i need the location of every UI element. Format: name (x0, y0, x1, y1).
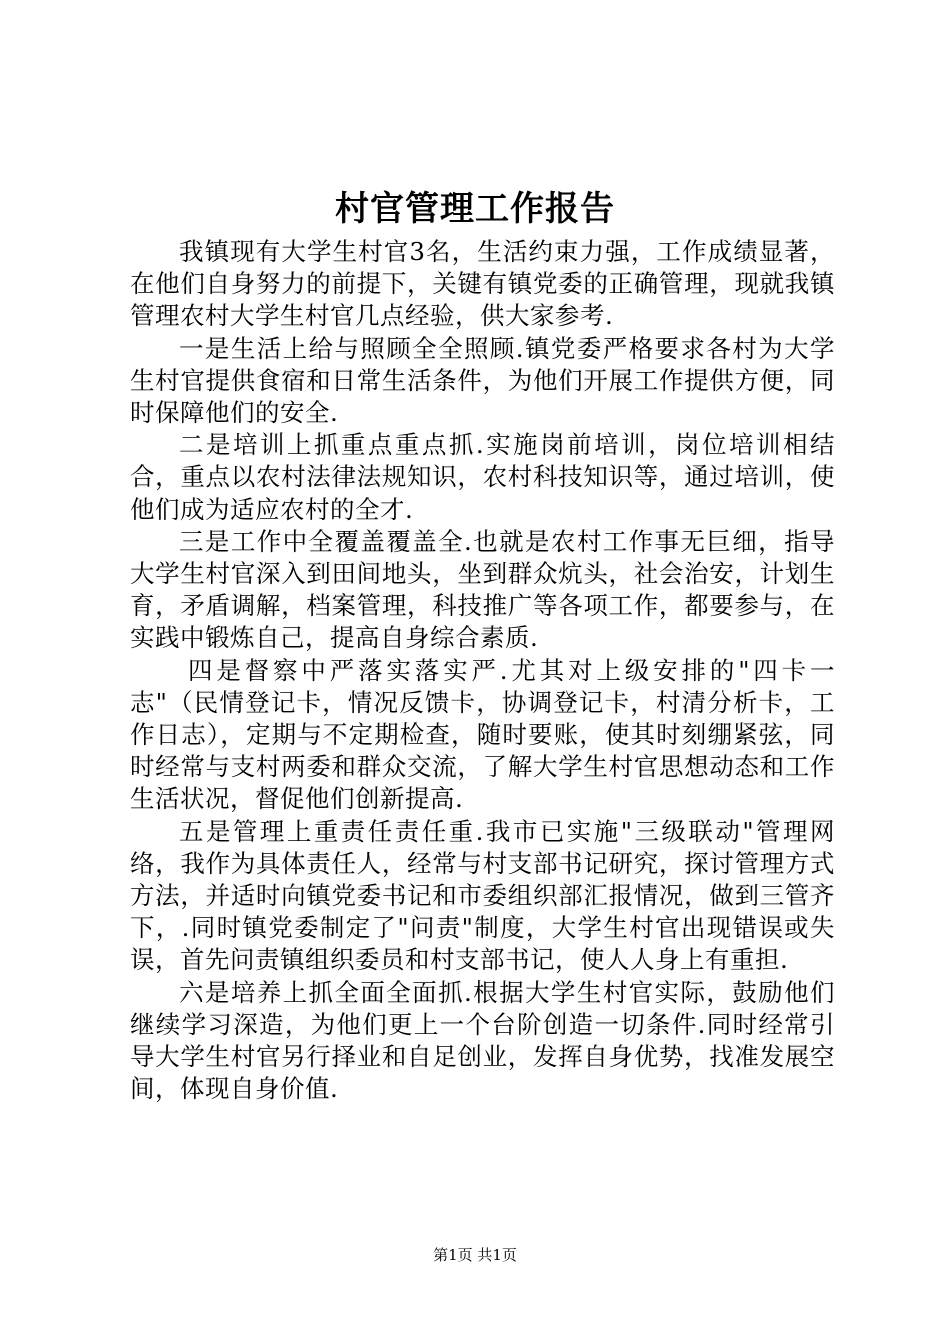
document-body (130, 236, 835, 1105)
document-title: 村官管理工作报告 (335, 189, 615, 229)
paragraph-point-2: 二是培训上抓重点重点抓.实施岗前培训，岗位培训相结合，重点以农村法律法规知识，农村科技知识等，通过培训，使他们成为适应农村的全才. (130, 430, 835, 524)
page-number-footer: 第1页 共1页 (433, 1246, 517, 1264)
paragraph-point-3: 三是工作中全覆盖覆盖全.也就是农村工作事无巨细，指导大学生村官深入到田间地头，坐到群众炕头，社会治安，计划生育，矛盾调解，档案管理，科技推广等各项工作，都要参与，在实践中锻炼自己，提高自身综合素质. (130, 526, 835, 653)
paragraph-point-6: 六是培养上抓全面全面抓.根据大学生村官实际，鼓励他们继续学习深造，为他们更上一个台阶创造一切条件.同时经常引导大学生村官另行择业和自足创业，发挥自身优势，找准发展空间，体现自身价值. (130, 977, 835, 1104)
paragraph-point-5: 五是管理上重责任责任重.我市已实施"三级联动"管理网络，我作为具体责任人，经常与村支部书记研究，探讨管理方式方法，并适时向镇党委书记和市委组织部汇报情况，做到三管齐下，.同时镇党委制定了"问责"制度，大学生村官出现错误或失误，首先问责镇组织委员和村支部书记，使人人身上有重担. (130, 816, 835, 975)
paragraph-point-1: 一是生活上给与照顾全全照顾.镇党委严格要求各村为大学生村官提供食宿和日常生活条件，为他们开展工作提供方便，同时保障他们的安全. (130, 333, 835, 428)
paragraph-intro: 我镇现有大学生村官3名，生活约束力强，工作成绩显著，在他们自身努力的前提下，关键有镇党委的正确管理，现就我镇管理农村大学生村官几点经验，供大家参考. (130, 237, 835, 331)
paragraph-point-4: 四是督察中严落实落实严.尤其对上级安排的"四卡一志"（民情登记卡，情况反馈卡，协调登记卡，村清分析卡，工作日志），定期与不定期检查，随时要账，使其时刻绷紧弦，同时经常与支村两委和群众交流，了解大学生村官思想动态和工作生活状况，督促他们创新提高. (130, 655, 835, 814)
